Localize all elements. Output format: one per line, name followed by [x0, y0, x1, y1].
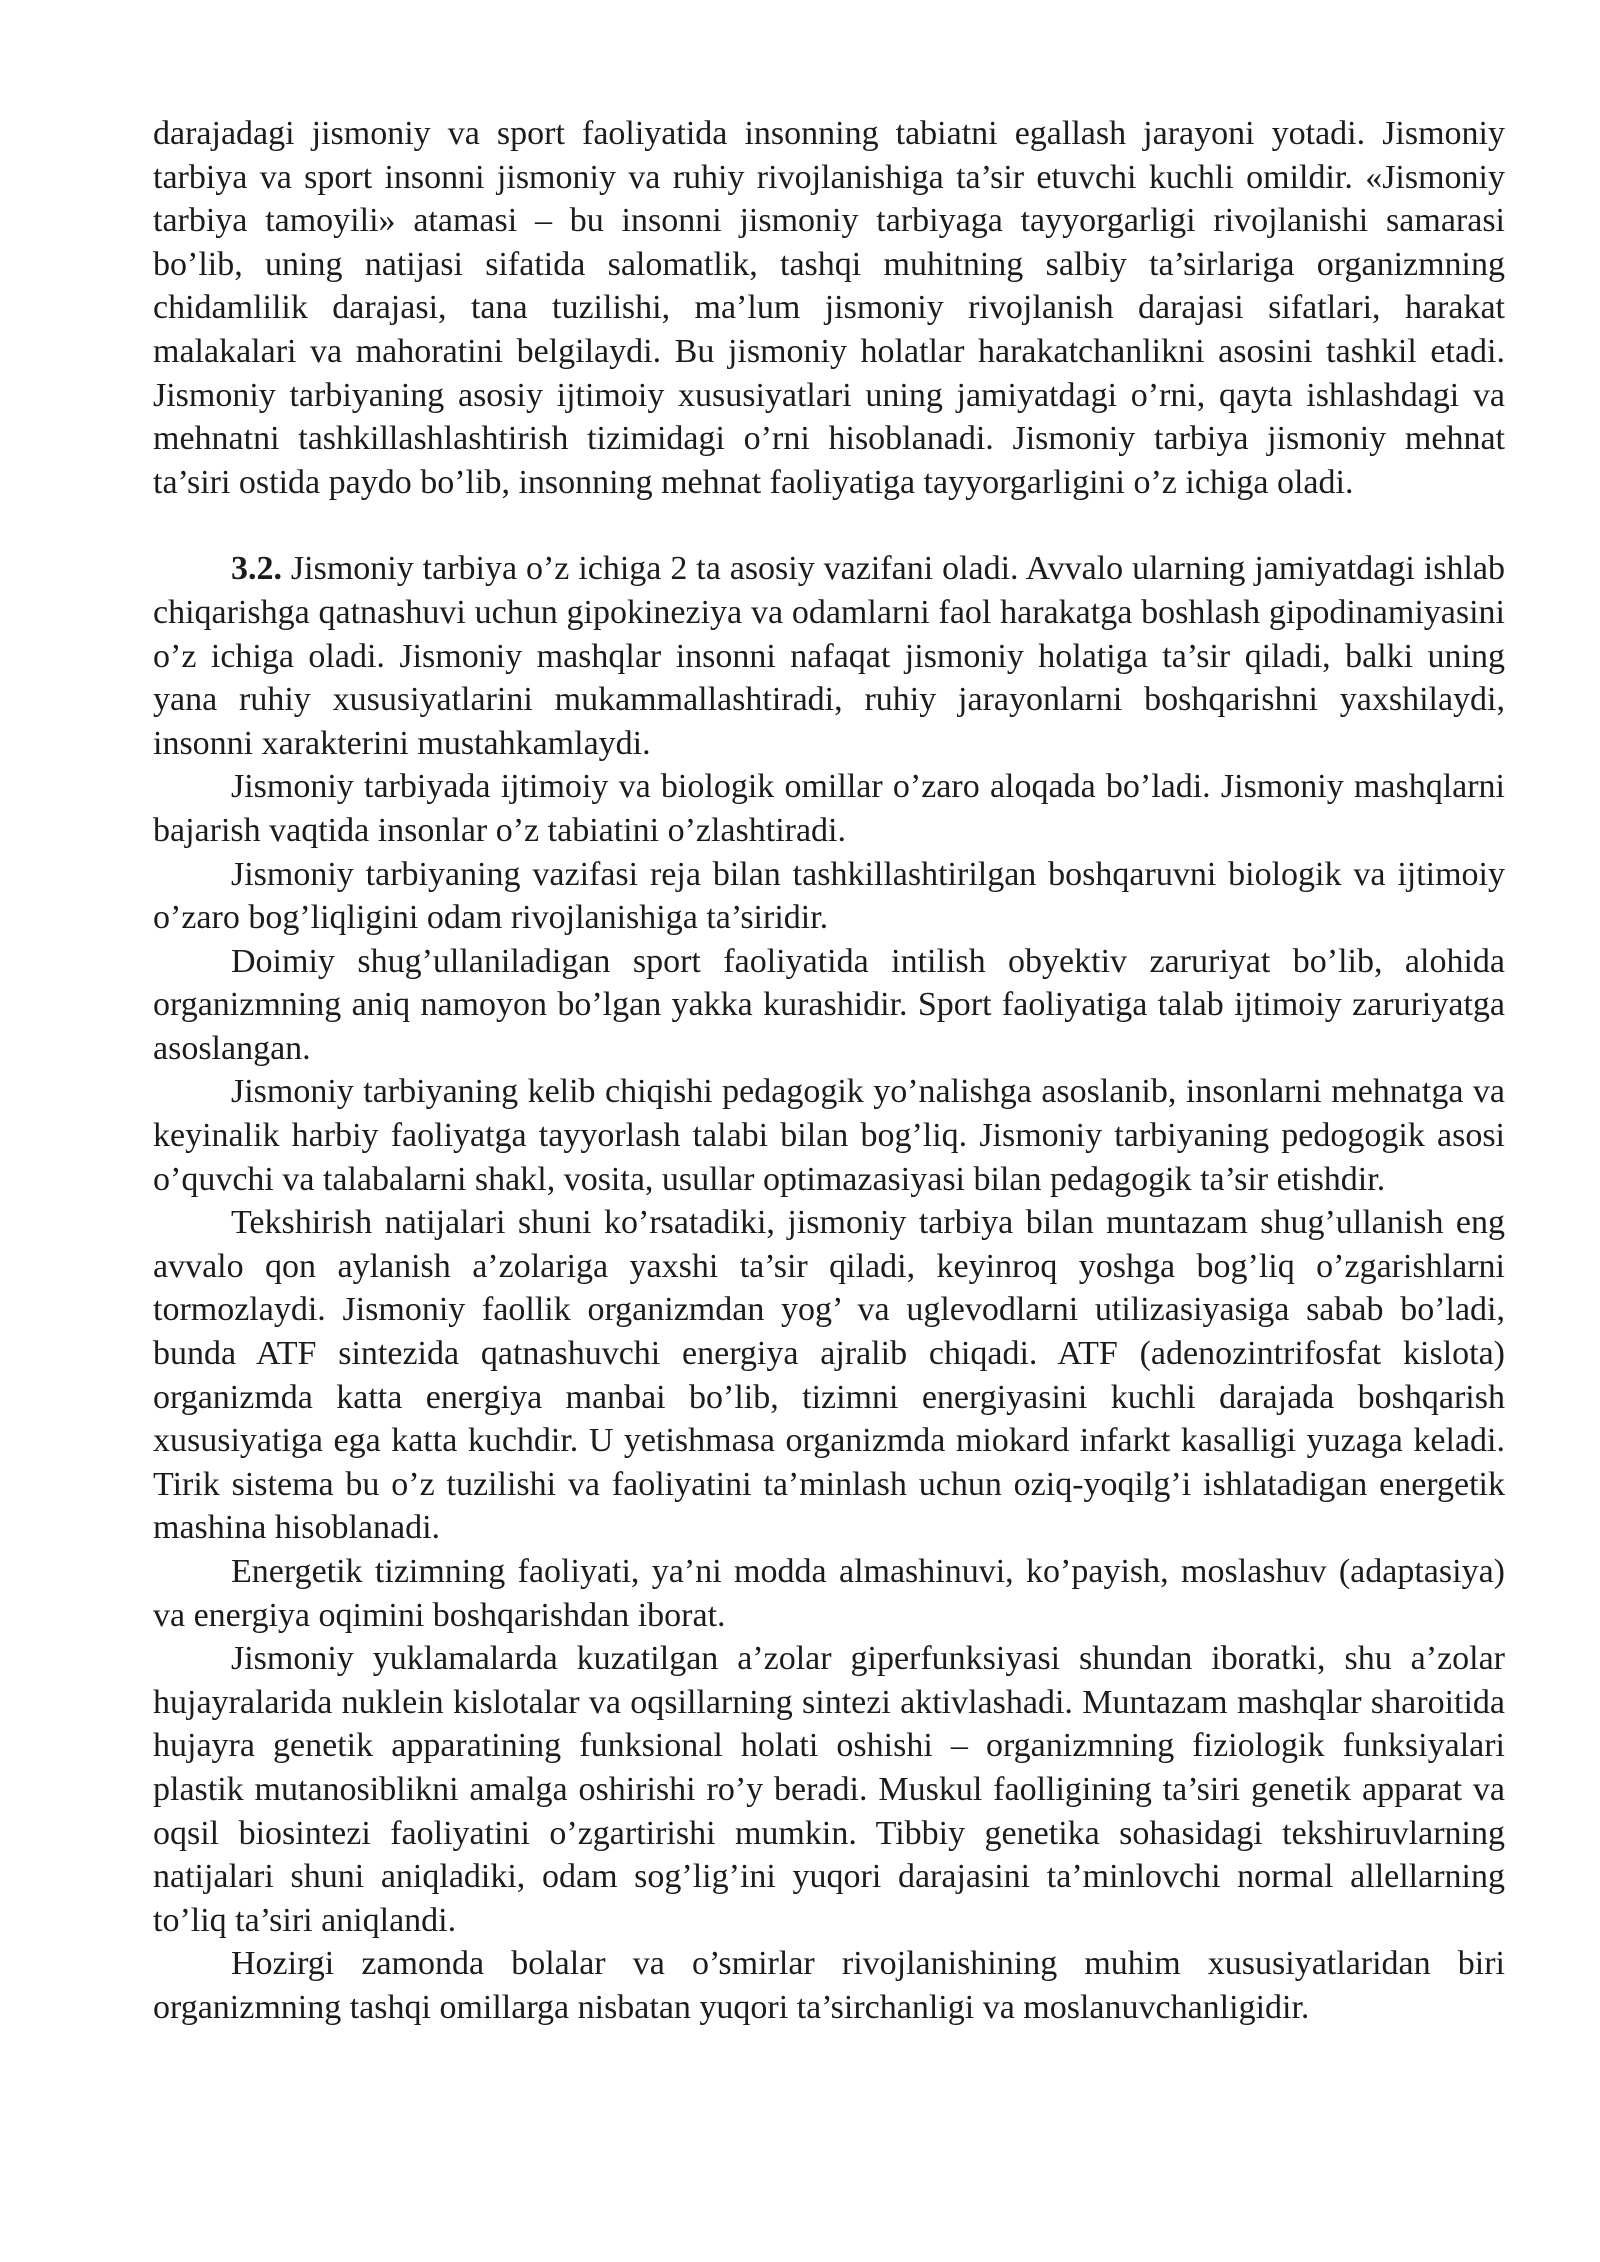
paragraph: Hozirgi zamonda bolalar va o’smirlar rivojlanishining muhim xususiyatlaridan biri organizmning tashqi omillarga nisbatan yuqori ta’sirchanligi va moslanuvchanligidir.	[153, 1945, 1505, 2026]
section-number: 3.2.	[231, 550, 282, 588]
paragraph: Tekshirish natijalari shuni ko’rsatadiki, jismoniy tarbiya bilan muntazam shug’ullanish eng avvalo qon aylanish a’zolariga yaxshi ta’sir qiladi, keyinroq yoshga bog’liq o’zgarishlarni tormozlaydi. Jismoniy faollik organizmdan yog’ va uglevodlarni utilizasiyasiga sabab bo’ladi, bunda ATF sintezida qatnashuvchi energiya ajralib chiqadi. ATF (adenozintrifosfat kislota) organizmda katta energiya manbai bo’lib, tizimni energiyasini kuchli darajada boshqarish xususiyatiga ega katta kuchdir. U yetishmasa organizmda miokard infarkt kasalligi yuzaga keladi. Tirik sistema bu o’z tuzilishi va faoliyatini ta’minlash uchun oziq-yoqilg’i ishlatadigan energetik mashina hisoblanadi.	[153, 1204, 1505, 1547]
paragraph: Jismoniy tarbiyada ijtimoiy va biologik omillar o’zaro aloqada bo’ladi. Jismoniy mashqlarni bajarish vaqtida insonlar o’z tabiatini o’zlashtiradi.	[153, 768, 1505, 849]
paragraph: Doimiy shug’ullaniladigan sport faoliyatida intilish obyektiv zaruriyat bo’lib, alohida organizmning aniq namoyon bo’lgan yakka kurashidir. Sport faoliyatiga talab ijtimoiy zaruriyatga asoslangan.	[153, 942, 1505, 1067]
paragraph: Jismoniy tarbiyaning vazifasi reja bilan tashkillashtirilgan boshqaruvni biologik va ijtimoiy o’zaro bog’liqligini odam rivojlanishiga ta’siridir.	[153, 855, 1505, 937]
paragraph: Energetik tizimning faoliyati, ya’ni modda almashinuvi, ko’payish, moslashuv (adaptasiya) va energiya oqimini boshqarishdan iborat.	[153, 1553, 1505, 1634]
paragraph: Jismoniy tarbiyaning kelib chiqishi pedagogik yo’nalishga asoslanib, insonlarni mehnatga va keyinalik harbiy faoliyatga tayyorlash talabi bilan bog’liq. Jismoniy tarbiyaning pedogogik asosi o’quvchi va talabalarni shakl, vosita, usullar optimazasiyasi bilan pedagogik ta’sir etishdir.	[153, 1073, 1505, 1198]
paragraph: Jismoniy yuklamalarda kuzatilgan a’zolar giperfunksiyasi shundan iboratki, shu a’zolar hujayralarida nuklein kislotalar va oqsillarning sintezi aktivlashadi. Muntazam mashqlar sharoitida hujayra genetik apparatining funksional holati oshishi – organizmning fiziologik funksiyalari plastik mutanosiblikni amalga oshirishi ro’y beradi. Muskul faolligining ta’siri genetik apparat va oqsil biosintezi faoliyatini o’zgartirishi mumkin. Tibbiy genetika sohasidagi tekshiruvlarning natijalari shuni aniqladiki, odam sog’lig’ini yuqori darajasini ta’minlovchi normal allellarning to’liq ta’siri aniqlandi.	[153, 1640, 1505, 1939]
paragraph-section-3-2	[153, 547, 1505, 765]
section-text: Jismoniy tarbiya o’z ichiga 2 ta asosiy vazifani oladi. Avvalo ularning jamiyatdagi ishlab chiqarishga qatnashuvi uchun gipokineziya va odamlarni faol harakatga boshlash gipodinamiyasini o’z ichiga oladi. Jismoniy mashqlar insonni nafaqat jismoniy holatiga ta’sir qiladi, balki uning yana ruhiy xususiyatlarini mukammallashtiradi, ruhiy jarayonlarni boshqarishni yaxshilaydi, insonni xarakterini mustahkamlaydi.	[153, 550, 1505, 762]
document-page	[153, 112, 1505, 2030]
paragraph-continuation: darajadagi jismoniy va sport faoliyatida insonning tabiatni egallash jarayoni yotadi. Jismoniy tarbiya va sport insonni jismoniy va ruhiy rivojlanishiga ta’sir etuvchi kuchli omildir. «Jismoniy tarbiya tamoyili» atamasi – bu insonni jismoniy tarbiyaga tayyorgarligi rivojlanishi samarasi bo’lib, uning natijasi sifatida salomatlik, tashqi muhitning salbiy ta’sirlariga organizmning chidamlilik darajasi, tana tuzilishi, ma’lum jismoniy rivojlanish darajasi sifatlari, harakat malakalari va mahoratini belgilaydi. Bu jismoniy holatlar harakatchanlikni asosini tashkil etadi. Jismoniy tarbiyaning asosiy ijtimoiy xususiyatlari uning jamiyatdagi o’rni, qayta ishlashdagi va mehnatni tashkillashlashtirish tizimidagi o’rni hisoblanadi. Jismoniy tarbiya jismoniy mehnat ta’siri ostida paydo bo’lib, insonning mehnat faoliyatiga tayyorgarligini o’z ichiga oladi.	[153, 115, 1505, 501]
